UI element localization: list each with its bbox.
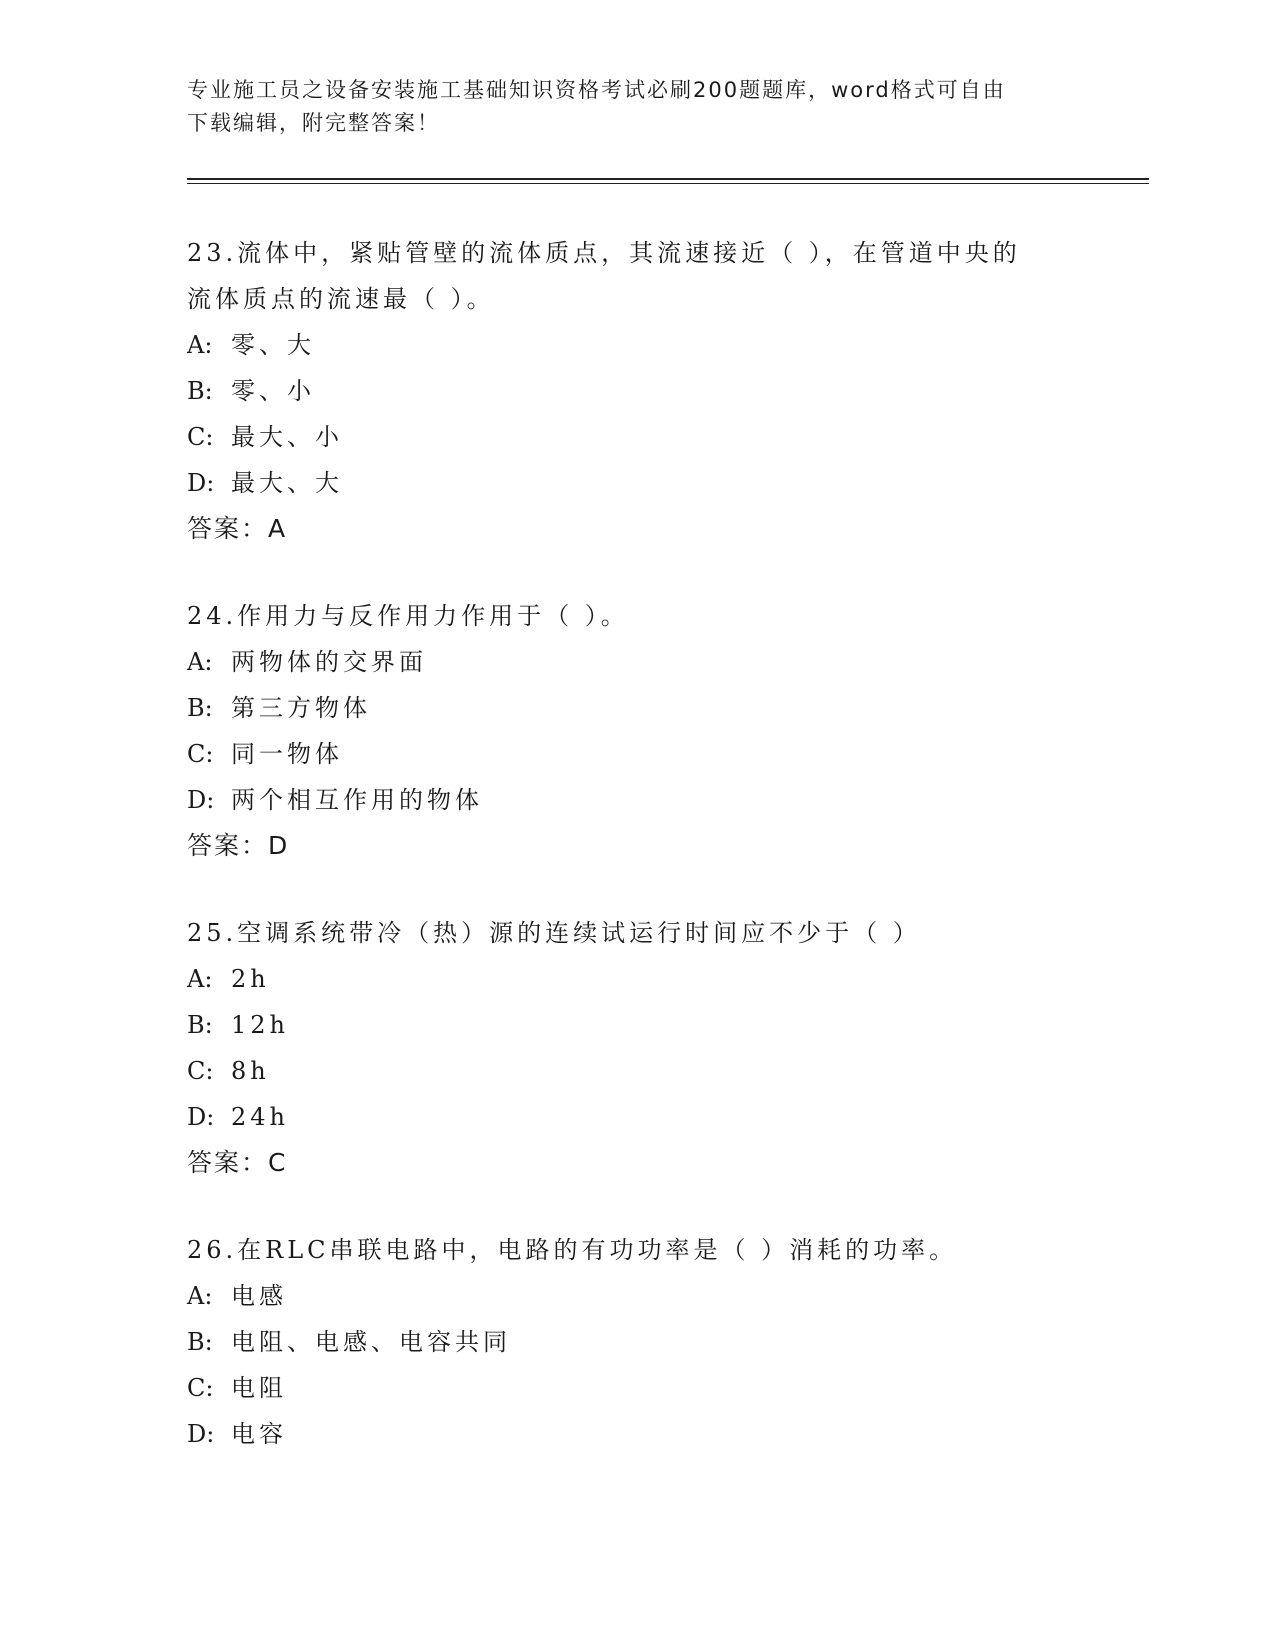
option-d (187, 1411, 1087, 1457)
answer-line: 答案：A (187, 514, 288, 543)
option-b (187, 685, 1087, 731)
option-text: 8h (231, 1057, 270, 1085)
question-stem-line: 流体质点的流速最（ ）。 (187, 285, 495, 313)
option-text: 第三方物体 (231, 694, 371, 722)
question-23 (187, 230, 1087, 552)
question-stem-line: 26.在RLC串联电路中，电路的有功功率是（ ）消耗的功率。 (187, 1236, 958, 1264)
option-text: 最大、大 (231, 469, 343, 497)
option-a (187, 1273, 1087, 1319)
option-c (187, 1048, 1087, 1094)
option-a (187, 322, 1087, 368)
option-key: B: (187, 1328, 213, 1356)
option-d (187, 777, 1087, 823)
answer-line: 答案：D (187, 831, 290, 860)
option-c (187, 731, 1087, 777)
option-text: 12h (231, 1011, 289, 1039)
option-key: C: (187, 1057, 214, 1085)
option-d (187, 460, 1087, 506)
option-key: D: (187, 469, 215, 497)
option-d (187, 1094, 1087, 1140)
option-key: C: (187, 1374, 214, 1402)
option-text: 零、小 (231, 377, 315, 405)
document-header (187, 74, 1087, 140)
option-a (187, 639, 1087, 685)
option-text: 24h (231, 1103, 289, 1131)
option-text: 电感 (231, 1282, 287, 1310)
question-stem-line: 23.流体中，紧贴管壁的流体质点，其流速接近（ ），在管道中央的 (187, 239, 1021, 267)
option-key: B: (187, 694, 213, 722)
option-key: D: (187, 1420, 215, 1448)
header-divider-thin (187, 183, 1149, 184)
question-26 (187, 1227, 1087, 1457)
option-key: A: (187, 331, 213, 359)
option-b (187, 368, 1087, 414)
question-24 (187, 593, 1087, 869)
option-key: A: (187, 648, 213, 676)
header-divider-thick (187, 178, 1149, 180)
option-text: 电阻 (231, 1374, 287, 1402)
option-key: A: (187, 1282, 213, 1310)
question-stem-line: 24.作用力与反作用力作用于（ ）。 (187, 602, 629, 630)
option-text: 零、大 (231, 331, 315, 359)
option-key: B: (187, 1011, 213, 1039)
option-key: A: (187, 965, 213, 993)
option-key: D: (187, 786, 215, 814)
option-key: B: (187, 377, 213, 405)
option-key: C: (187, 423, 214, 451)
header-line-1: 专业施工员之设备安装施工基础知识资格考试必刷200题题库，word格式可自由 (187, 78, 1006, 102)
option-c (187, 414, 1087, 460)
header-line-2: 下载编辑，附完整答案！ (187, 111, 440, 135)
answer-line: 答案：C (187, 1148, 288, 1177)
option-c (187, 1365, 1087, 1411)
option-text: 电阻、电感、电容共同 (231, 1328, 511, 1356)
option-text: 两个相互作用的物体 (231, 786, 483, 814)
question-25 (187, 910, 1087, 1186)
option-a (187, 956, 1087, 1002)
option-text: 2h (231, 965, 270, 993)
option-key: C: (187, 740, 214, 768)
option-text: 两物体的交界面 (231, 648, 427, 676)
option-key: D: (187, 1103, 215, 1131)
option-text: 同一物体 (231, 740, 343, 768)
option-b (187, 1002, 1087, 1048)
option-b (187, 1319, 1087, 1365)
option-text: 电容 (231, 1420, 287, 1448)
question-stem-line: 25.空调系统带冷（热）源的连续试运行时间应不少于（ ） (187, 919, 921, 947)
option-text: 最大、小 (231, 423, 343, 451)
